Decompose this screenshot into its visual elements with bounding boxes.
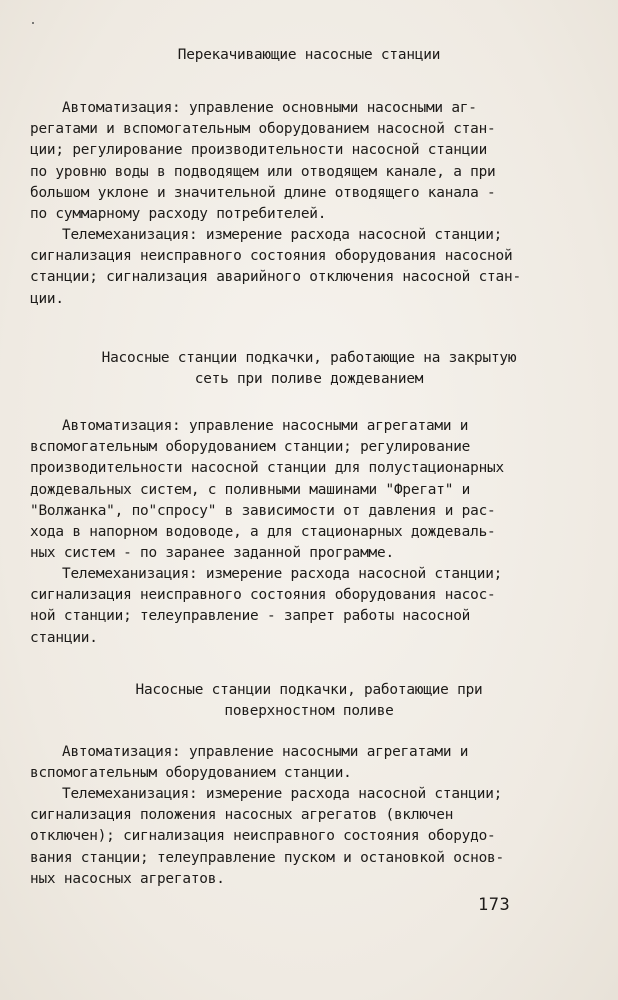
text-line: Телемеханизация: измерение расхода насосной станции; bbox=[62, 227, 503, 243]
text-line: вспомогательным оборудованием станции. bbox=[30, 765, 352, 782]
speck bbox=[32, 22, 34, 24]
heading-line: поверхностном поливе bbox=[224, 703, 394, 720]
section-3-paragraph-1 bbox=[30, 742, 588, 784]
text-line: ции. bbox=[30, 290, 64, 307]
text-line: сигнализация положения насосных агрегатов (включен bbox=[30, 807, 454, 824]
text-line: сигнализация неисправного состояния оборудования насосной bbox=[30, 248, 513, 265]
text-line: Телемеханизация: измерение расхода насосной станции; bbox=[62, 566, 503, 582]
section-1-heading bbox=[0, 45, 618, 66]
text-line: хода в напорном водоводе, а для стационарных дождеваль- bbox=[30, 524, 496, 541]
heading-line: Насосные станции подкачки, работающие на закрытую bbox=[101, 350, 517, 366]
text-line: по суммарному расходу потребителей. bbox=[30, 206, 327, 223]
section-3-heading bbox=[0, 680, 618, 722]
text-line: ной станции; телеуправление - запрет работы насосной bbox=[30, 608, 471, 625]
section-2-paragraph-2 bbox=[30, 564, 588, 649]
text-line: большом уклоне и значительной длине отводящего канала - bbox=[30, 184, 496, 201]
text-line: по уровню воды в подводящем или отводящем канале, а при bbox=[30, 163, 496, 180]
text-line: производительности насосной станции для полустационарных bbox=[30, 460, 504, 477]
text-line: станции. bbox=[30, 629, 98, 646]
section-1-paragraph-1 bbox=[30, 98, 588, 225]
section-2-heading bbox=[0, 348, 618, 390]
text-line: отключен); сигнализация неисправного состояния оборудо- bbox=[30, 828, 496, 845]
text-line: дождевальных систем, с поливными машинами "Фрегат" и bbox=[30, 481, 471, 498]
heading-line: Насосные станции подкачки, работающие при bbox=[135, 682, 483, 698]
text-line: станции; сигнализация аварийного отключения насосной стан- bbox=[30, 269, 521, 286]
text-line: ции; регулирование производительности насосной станции bbox=[30, 142, 488, 159]
text-line: ных систем - по заранее заданной программе. bbox=[30, 545, 394, 562]
text-line: Автоматизация: управление насосными агрегатами и bbox=[62, 418, 469, 434]
heading-line: Перекачивающие насосные станции bbox=[177, 47, 441, 63]
text-line: вспомогательным оборудованием станции; регулирование bbox=[30, 439, 471, 456]
page-number: 173 bbox=[478, 895, 511, 915]
section-3-paragraph-2 bbox=[30, 784, 588, 890]
text-line: регатами и вспомогательным оборудованием насосной стан- bbox=[30, 121, 496, 138]
text-line: Автоматизация: управление насосными агрегатами и bbox=[62, 744, 469, 760]
text-line: "Волжанка", по"спросу" в зависимости от давления и рас- bbox=[30, 502, 496, 519]
section-2-paragraph-1 bbox=[30, 416, 588, 564]
text-line: сигнализация неисправного состояния оборудования насос- bbox=[30, 587, 496, 604]
text-line: ных насосных агрегатов. bbox=[30, 870, 225, 887]
heading-line: сеть при поливе дождеванием bbox=[194, 371, 424, 388]
text-line: вания станции; телеуправление пуском и остановкой основ- bbox=[30, 849, 504, 866]
text-line: Автоматизация: управление основными насосными аг- bbox=[62, 100, 477, 116]
text-line: Телемеханизация: измерение расхода насосной станции; bbox=[62, 786, 503, 802]
section-1-paragraph-2 bbox=[30, 225, 588, 310]
